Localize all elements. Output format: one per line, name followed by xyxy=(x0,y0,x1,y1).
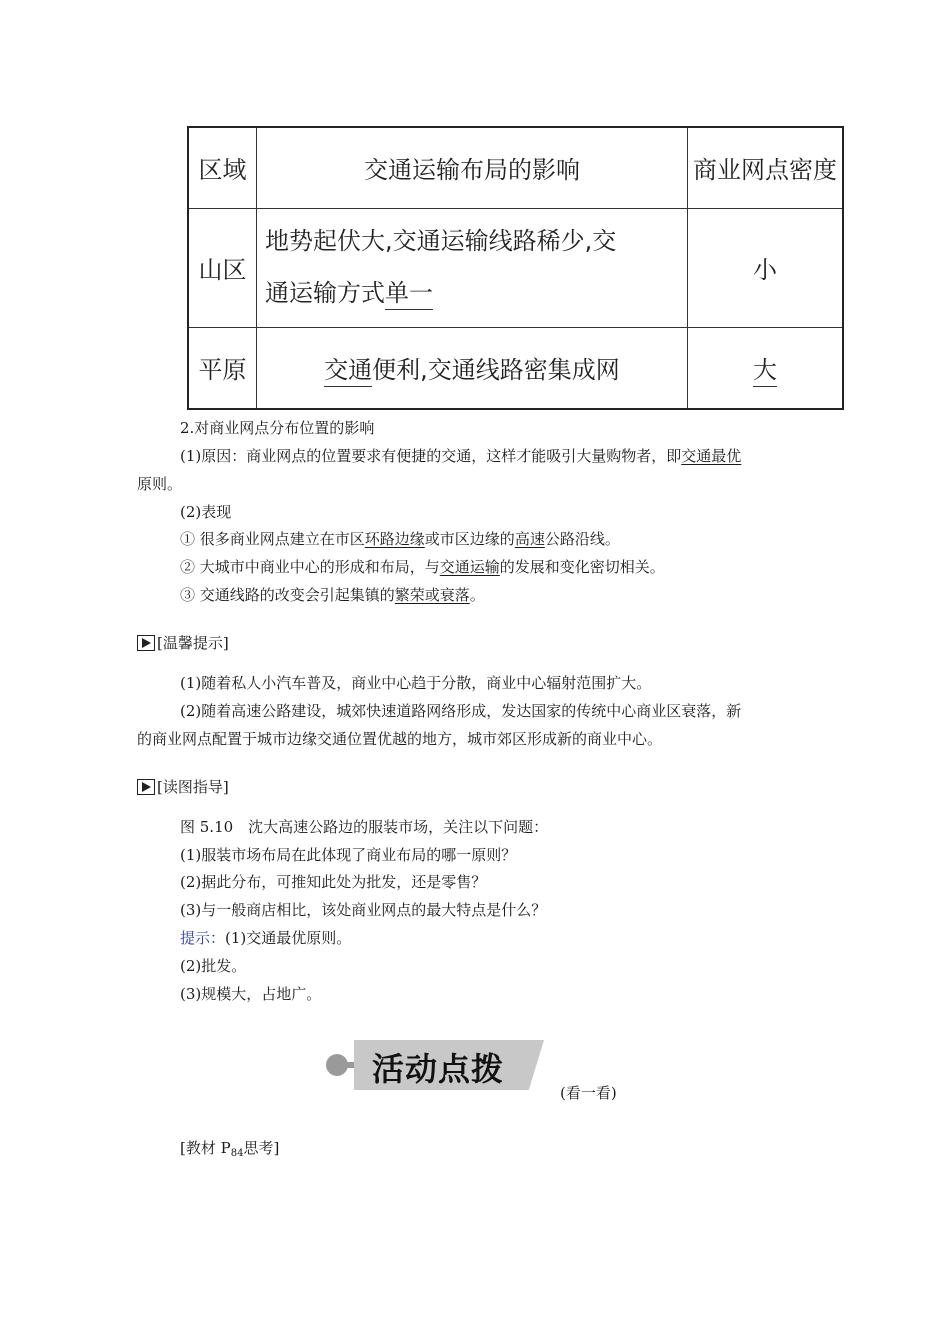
banner-title: 活动点拨 xyxy=(372,1050,505,1088)
text-span: ① 很多商业网点建立在市区 xyxy=(180,530,365,548)
text-span: 。 xyxy=(469,586,485,604)
blank-answer: 单一 xyxy=(385,279,433,310)
text-span: 公路沿线。 xyxy=(544,530,620,548)
traffic-impact-table xyxy=(187,126,844,410)
play-triangle-icon xyxy=(137,635,155,651)
density-cell: 小 xyxy=(688,208,844,327)
question: (3)与一般商店相比，该处商业网点的最大特点是什么？ xyxy=(180,901,547,919)
blank-answer: 交通最优 xyxy=(681,447,742,465)
paragraph: (2)随着高速公路建设，城郊快速道路网络形成，发达国家的传统中心商业区衰落，新 xyxy=(180,702,742,720)
blank-answer: 繁荣或衰落 xyxy=(394,586,470,604)
section-heading: 2.对商业网点分布位置的影响 xyxy=(180,419,375,437)
answer: (2)批发。 xyxy=(180,957,247,975)
paragraph: 图 5.10 沈大高速公路边的服装市场，关注以下问题： xyxy=(180,818,549,836)
paragraph xyxy=(180,529,620,549)
play-triangle-icon xyxy=(137,779,155,795)
answer: (3)规模大，占地广。 xyxy=(180,985,322,1003)
table-row xyxy=(188,208,843,327)
paragraph: 的商业网点配置于城市边缘交通位置优越的地方，城市郊区形成新的商业中心。 xyxy=(137,730,663,748)
text-span: ③ 交通线路的改变会引起集镇的 xyxy=(180,586,395,604)
paragraph: 原则。 xyxy=(137,475,183,493)
effect-cell xyxy=(257,327,688,409)
table-header-row xyxy=(188,127,843,208)
paragraph: (1)随着私人小汽车普及，商业中心趋于分散，商业中心辐射范围扩大。 xyxy=(180,674,652,692)
tip-label-reading xyxy=(137,776,229,797)
textbook-reference xyxy=(180,1138,279,1161)
effect-text: 通运输方式 xyxy=(265,278,385,307)
tip-label-text: [读图指导] xyxy=(157,778,229,796)
text-span: 或市区边缘的 xyxy=(424,530,515,548)
tip-label-text: [温馨提示] xyxy=(157,634,229,652)
banner-subtitle: (看一看) xyxy=(560,1084,617,1102)
activity-banner xyxy=(324,1040,564,1100)
header-density: 商业网点密度 xyxy=(688,127,844,208)
page-subscript: 84 xyxy=(230,1148,244,1159)
answer xyxy=(180,928,351,948)
table-row xyxy=(188,327,843,409)
question: (1)服装市场布局在此体现了商业布局的哪一原则？ xyxy=(180,846,517,864)
text-span: 的发展和变化密切相关。 xyxy=(499,558,665,576)
density-cell xyxy=(688,327,844,409)
blank-answer: 环路边缘 xyxy=(364,530,425,548)
text-span: ② 大城市中商业中心的形成和布局，与 xyxy=(180,558,440,576)
blank-answer: 交通 xyxy=(324,356,372,387)
question: (2)据此分布，可推知此处为批发，还是零售？ xyxy=(180,873,487,891)
hint-label: 提示： xyxy=(180,929,226,947)
paragraph xyxy=(180,557,665,577)
region-cell: 山区 xyxy=(188,208,257,327)
effect-text: 地势起伏大,交通运输线路稀少,交 xyxy=(265,226,617,255)
paragraph xyxy=(180,446,741,466)
blank-answer: 大 xyxy=(753,356,777,387)
effect-cell xyxy=(257,208,688,327)
text-span: (1)交通最优原则。 xyxy=(225,929,352,947)
tip-label-warm xyxy=(137,632,229,653)
paragraph: (2)表现 xyxy=(180,503,232,521)
text-span: 思考] xyxy=(243,1139,280,1157)
blank-answer: 交通运输 xyxy=(439,558,500,576)
banner-dot xyxy=(326,1054,348,1076)
effect-text: 便利,交通线路密集成网 xyxy=(372,356,620,385)
text-span: (1)原因：商业网点的位置要求有便捷的交通，这样才能吸引大量购物者，即 xyxy=(180,447,682,465)
header-effect: 交通运输布局的影响 xyxy=(257,127,688,208)
paragraph xyxy=(180,585,485,605)
text-span: [教材 P xyxy=(180,1139,231,1157)
region-cell: 平原 xyxy=(188,327,257,409)
header-region: 区域 xyxy=(188,127,257,208)
blank-answer: 高速 xyxy=(514,530,545,548)
